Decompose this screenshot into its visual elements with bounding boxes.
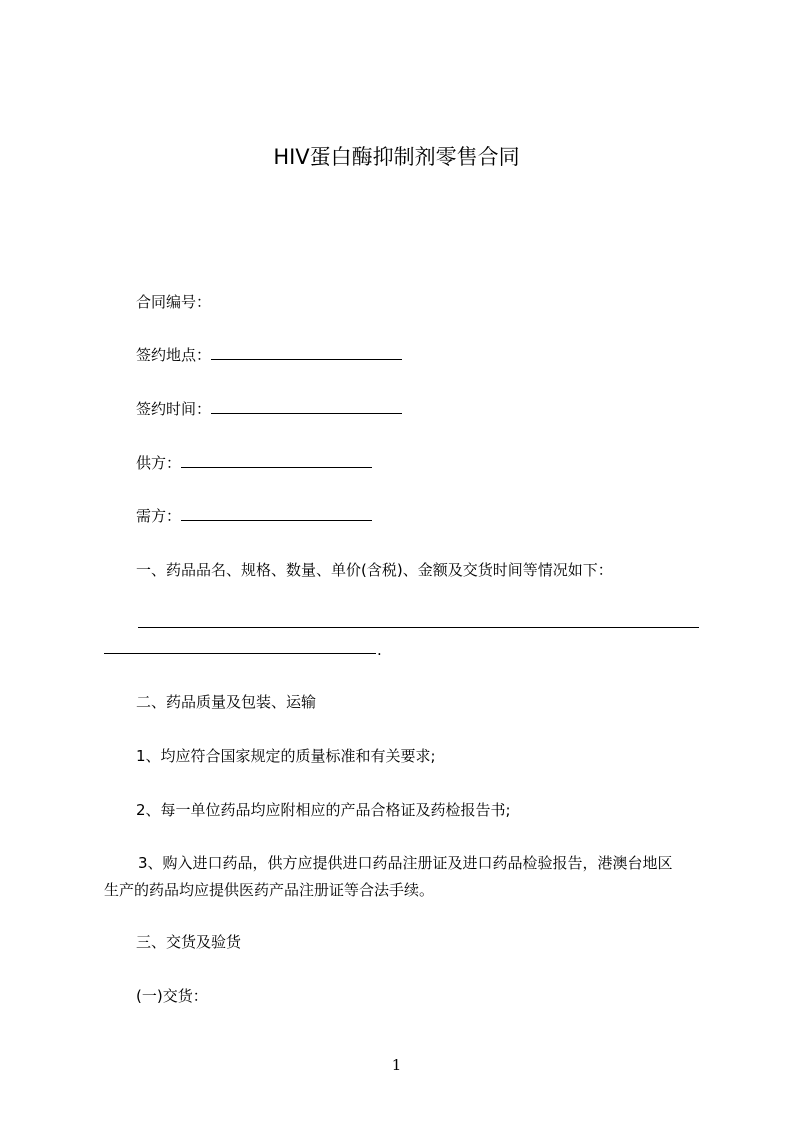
section-2-item-2: 2、每一单位药品均应附相应的产品合格证及药检报告书; (136, 801, 511, 819)
buyer-blank[interactable] (181, 506, 372, 521)
section-2-item-1: 1、均应符合国家规定的质量标准和有关要求; (136, 747, 436, 765)
signing-place-row (136, 345, 402, 365)
contract-number-label: 合同编号： (136, 293, 212, 311)
supplier-row (136, 453, 372, 473)
signing-place-blank[interactable] (211, 345, 402, 360)
section-1-heading: 一、药品品名、规格、数量、单价(含税)、金额及交货时间等情况如下： (136, 561, 613, 579)
section-2-item-3-line-2: 生产的药品均应提供医药产品注册证等合法手续。 (104, 881, 435, 899)
section-1-blank-line-1[interactable] (138, 627, 699, 628)
signing-time-row (136, 399, 402, 419)
section-1-blank-line-2[interactable] (104, 653, 376, 654)
page-number: 1 (391, 1056, 402, 1074)
section-2-heading: 二、药品质量及包装、运输 (136, 693, 317, 711)
section-1-end-period: . (377, 641, 382, 659)
signing-time-label: 签约时间： (136, 400, 212, 418)
supplier-blank[interactable] (181, 453, 372, 468)
section-3-heading: 三、交货及验货 (136, 933, 242, 951)
document-title: HIV蛋白酶抑制剂零售合同 (273, 145, 520, 169)
supplier-label: 供方： (136, 454, 182, 472)
signing-place-label: 签约地点： (136, 346, 212, 364)
buyer-row (136, 506, 372, 526)
section-3-subheading-delivery: (一)交货： (136, 987, 208, 1005)
signing-time-blank[interactable] (211, 399, 402, 414)
buyer-label: 需方： (136, 507, 182, 525)
section-2-item-3-line-1: 3、购入进口药品，供方应提供进口药品注册证及进口药品检验报告，港澳台地区 (138, 854, 673, 872)
